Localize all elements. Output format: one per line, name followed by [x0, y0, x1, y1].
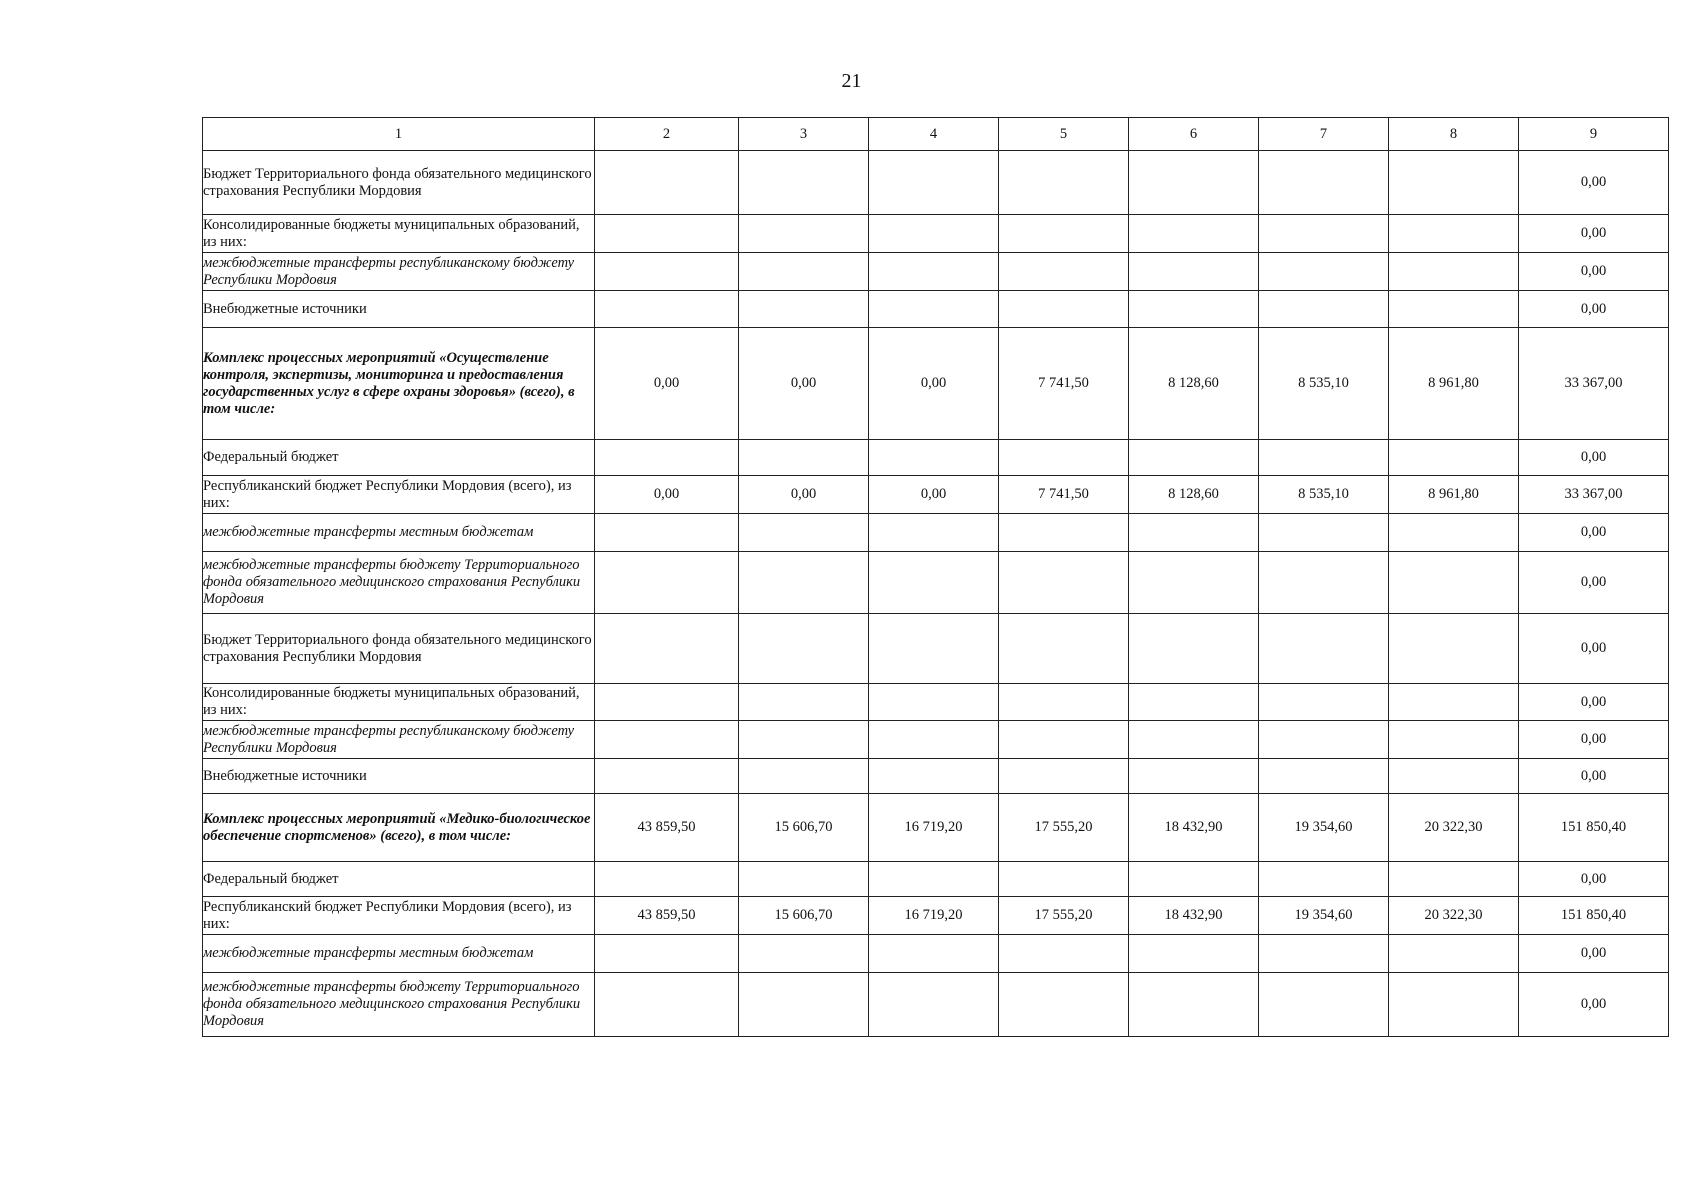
table-row [203, 684, 1669, 721]
value-cell [595, 514, 739, 552]
value-cell: 8 535,10 [1259, 476, 1389, 514]
value-cell [1259, 291, 1389, 328]
row-label: Федеральный бюджет [203, 440, 595, 476]
table-row [203, 935, 1669, 973]
value-cell [739, 721, 869, 759]
value-cell [1129, 759, 1259, 794]
value-cell: 8 128,60 [1129, 328, 1259, 440]
value-cell: 7 741,50 [999, 328, 1129, 440]
value-cell: 16 719,20 [869, 897, 999, 935]
col-header: 4 [869, 118, 999, 151]
value-cell [1129, 253, 1259, 291]
value-cell: 20 322,30 [1389, 794, 1519, 862]
row-label: Консолидированные бюджеты муниципальных образований, из них: [203, 215, 595, 253]
value-cell: 0,00 [595, 328, 739, 440]
col-header: 7 [1259, 118, 1389, 151]
value-cell [1389, 215, 1519, 253]
value-cell [999, 684, 1129, 721]
value-cell [1389, 935, 1519, 973]
value-cell: 16 719,20 [869, 794, 999, 862]
row-label: межбюджетные трансферты местным бюджетам [203, 514, 595, 552]
value-cell [1129, 721, 1259, 759]
value-cell [869, 973, 999, 1037]
value-cell [739, 759, 869, 794]
value-cell [1129, 935, 1259, 973]
value-cell: 19 354,60 [1259, 897, 1389, 935]
value-cell [595, 721, 739, 759]
table-row [203, 291, 1669, 328]
value-cell [1259, 721, 1389, 759]
value-cell [1129, 215, 1259, 253]
value-cell: 0,00 [1519, 291, 1669, 328]
value-cell [1129, 614, 1259, 684]
budget-table [202, 117, 1669, 1037]
col-header: 2 [595, 118, 739, 151]
value-cell: 20 322,30 [1389, 897, 1519, 935]
value-cell [1129, 151, 1259, 215]
value-cell [1389, 151, 1519, 215]
col-header: 6 [1129, 118, 1259, 151]
value-cell [1259, 514, 1389, 552]
value-cell [1259, 215, 1389, 253]
value-cell [869, 514, 999, 552]
value-cell [869, 614, 999, 684]
value-cell: 0,00 [869, 476, 999, 514]
value-cell [1259, 614, 1389, 684]
value-cell [739, 291, 869, 328]
value-cell [1259, 759, 1389, 794]
value-cell [869, 935, 999, 973]
value-cell [869, 862, 999, 897]
value-cell [1259, 552, 1389, 614]
value-cell [999, 440, 1129, 476]
row-label: Бюджет Территориального фонда обязательного медицинского страхования Республики Мордовия [203, 614, 595, 684]
value-cell [739, 614, 869, 684]
value-cell [999, 253, 1129, 291]
table-row [203, 440, 1669, 476]
value-cell: 0,00 [1519, 253, 1669, 291]
value-cell: 15 606,70 [739, 794, 869, 862]
value-cell [869, 721, 999, 759]
table-row [203, 253, 1669, 291]
value-cell [739, 935, 869, 973]
value-cell [595, 552, 739, 614]
value-cell [595, 215, 739, 253]
value-cell [595, 759, 739, 794]
row-label: Федеральный бюджет [203, 862, 595, 897]
value-cell [595, 684, 739, 721]
value-cell: 8 961,80 [1389, 328, 1519, 440]
value-cell: 0,00 [739, 476, 869, 514]
value-cell: 43 859,50 [595, 897, 739, 935]
value-cell [739, 215, 869, 253]
value-cell [595, 935, 739, 973]
table-row [203, 476, 1669, 514]
value-cell [999, 552, 1129, 614]
row-label: Консолидированные бюджеты муниципальных образований, из них: [203, 684, 595, 721]
col-header: 9 [1519, 118, 1669, 151]
value-cell [999, 759, 1129, 794]
value-cell [1129, 684, 1259, 721]
value-cell [999, 973, 1129, 1037]
value-cell [1389, 684, 1519, 721]
value-cell [1259, 684, 1389, 721]
value-cell [1389, 514, 1519, 552]
value-cell [869, 552, 999, 614]
row-label: Внебюджетные источники [203, 759, 595, 794]
value-cell: 0,00 [1519, 759, 1669, 794]
value-cell: 0,00 [1519, 440, 1669, 476]
value-cell: 0,00 [1519, 614, 1669, 684]
value-cell: 17 555,20 [999, 897, 1129, 935]
value-cell [1389, 721, 1519, 759]
value-cell [999, 935, 1129, 973]
value-cell [739, 253, 869, 291]
value-cell [869, 759, 999, 794]
value-cell [739, 684, 869, 721]
row-label: межбюджетные трансферты республиканскому бюджету Республики Мордовия [203, 253, 595, 291]
value-cell [1389, 759, 1519, 794]
value-cell [869, 151, 999, 215]
value-cell [999, 862, 1129, 897]
col-header: 1 [203, 118, 595, 151]
value-cell: 33 367,00 [1519, 476, 1669, 514]
value-cell [739, 151, 869, 215]
value-cell [1129, 552, 1259, 614]
row-label: Бюджет Территориального фонда обязательного медицинского страхования Республики Мордовия [203, 151, 595, 215]
table-row [203, 328, 1669, 440]
value-cell: 0,00 [1519, 973, 1669, 1037]
table-row [203, 151, 1669, 215]
table-row [203, 973, 1669, 1037]
value-cell [1389, 253, 1519, 291]
table-row [203, 614, 1669, 684]
value-cell: 0,00 [1519, 151, 1669, 215]
value-cell [739, 440, 869, 476]
col-header: 3 [739, 118, 869, 151]
value-cell: 43 859,50 [595, 794, 739, 862]
value-cell [1129, 862, 1259, 897]
value-cell [739, 973, 869, 1037]
value-cell [869, 684, 999, 721]
value-cell [999, 291, 1129, 328]
value-cell [1259, 253, 1389, 291]
value-cell: 0,00 [739, 328, 869, 440]
row-label: Республиканский бюджет Республики Мордовия (всего), из них: [203, 476, 595, 514]
row-label: Республиканский бюджет Республики Мордовия (всего), из них: [203, 897, 595, 935]
col-header: 8 [1389, 118, 1519, 151]
value-cell: 8 961,80 [1389, 476, 1519, 514]
table-row [203, 215, 1669, 253]
value-cell: 15 606,70 [739, 897, 869, 935]
row-label: Внебюджетные источники [203, 291, 595, 328]
value-cell: 0,00 [1519, 552, 1669, 614]
value-cell: 8 128,60 [1129, 476, 1259, 514]
value-cell: 0,00 [1519, 935, 1669, 973]
page-number: 21 [841, 70, 862, 92]
value-cell [1129, 440, 1259, 476]
table-row [203, 514, 1669, 552]
value-cell: 33 367,00 [1519, 328, 1669, 440]
value-cell [999, 215, 1129, 253]
value-cell [1389, 862, 1519, 897]
table-row [203, 721, 1669, 759]
value-cell [739, 862, 869, 897]
value-cell [1259, 935, 1389, 973]
value-cell: 151 850,40 [1519, 794, 1669, 862]
value-cell [1129, 514, 1259, 552]
value-cell [999, 614, 1129, 684]
value-cell [1389, 614, 1519, 684]
table-row [203, 794, 1669, 862]
value-cell: 17 555,20 [999, 794, 1129, 862]
value-cell [739, 514, 869, 552]
value-cell: 7 741,50 [999, 476, 1129, 514]
table-row [203, 552, 1669, 614]
value-cell [595, 253, 739, 291]
value-cell [1389, 291, 1519, 328]
value-cell [869, 291, 999, 328]
value-cell [1389, 440, 1519, 476]
value-cell [1129, 973, 1259, 1037]
header-row [203, 118, 1669, 151]
value-cell [739, 552, 869, 614]
row-label: Комплекс процессных мероприятий «Осуществление контроля, экспертизы, мониторинга и предоставления государственных услуг в сфере охраны здоровья» (всего), в том числе: [203, 328, 595, 440]
row-label: Комплекс процессных мероприятий «Медико-биологическое обеспечение спортсменов» (всего), в том числе: [203, 794, 595, 862]
value-cell: 8 535,10 [1259, 328, 1389, 440]
value-cell [999, 514, 1129, 552]
value-cell [1129, 291, 1259, 328]
value-cell: 0,00 [1519, 684, 1669, 721]
value-cell [595, 151, 739, 215]
value-cell [595, 440, 739, 476]
value-cell: 0,00 [1519, 862, 1669, 897]
col-header: 5 [999, 118, 1129, 151]
value-cell: 18 432,90 [1129, 794, 1259, 862]
row-label: межбюджетные трансферты бюджету Территориального фонда обязательного медицинского страхования Республики Мордовия [203, 552, 595, 614]
value-cell: 19 354,60 [1259, 794, 1389, 862]
value-cell [595, 614, 739, 684]
value-cell [999, 151, 1129, 215]
value-cell [1259, 973, 1389, 1037]
value-cell: 18 432,90 [1129, 897, 1259, 935]
value-cell [595, 973, 739, 1037]
value-cell [1389, 552, 1519, 614]
row-label: межбюджетные трансферты местным бюджетам [203, 935, 595, 973]
table-row [203, 897, 1669, 935]
value-cell [1259, 862, 1389, 897]
row-label: межбюджетные трансферты республиканскому бюджету Республики Мордовия [203, 721, 595, 759]
value-cell [595, 862, 739, 897]
table-row [203, 862, 1669, 897]
value-cell [869, 215, 999, 253]
value-cell [1259, 440, 1389, 476]
value-cell [999, 721, 1129, 759]
value-cell: 0,00 [1519, 215, 1669, 253]
value-cell: 0,00 [1519, 514, 1669, 552]
value-cell: 0,00 [869, 328, 999, 440]
value-cell: 0,00 [595, 476, 739, 514]
value-cell [869, 440, 999, 476]
table-row [203, 759, 1669, 794]
row-label: межбюджетные трансферты бюджету Территориального фонда обязательного медицинского страхования Республики Мордовия [203, 973, 595, 1037]
value-cell [1259, 151, 1389, 215]
value-cell [869, 253, 999, 291]
value-cell: 0,00 [1519, 721, 1669, 759]
value-cell [595, 291, 739, 328]
value-cell [1389, 973, 1519, 1037]
value-cell: 151 850,40 [1519, 897, 1669, 935]
